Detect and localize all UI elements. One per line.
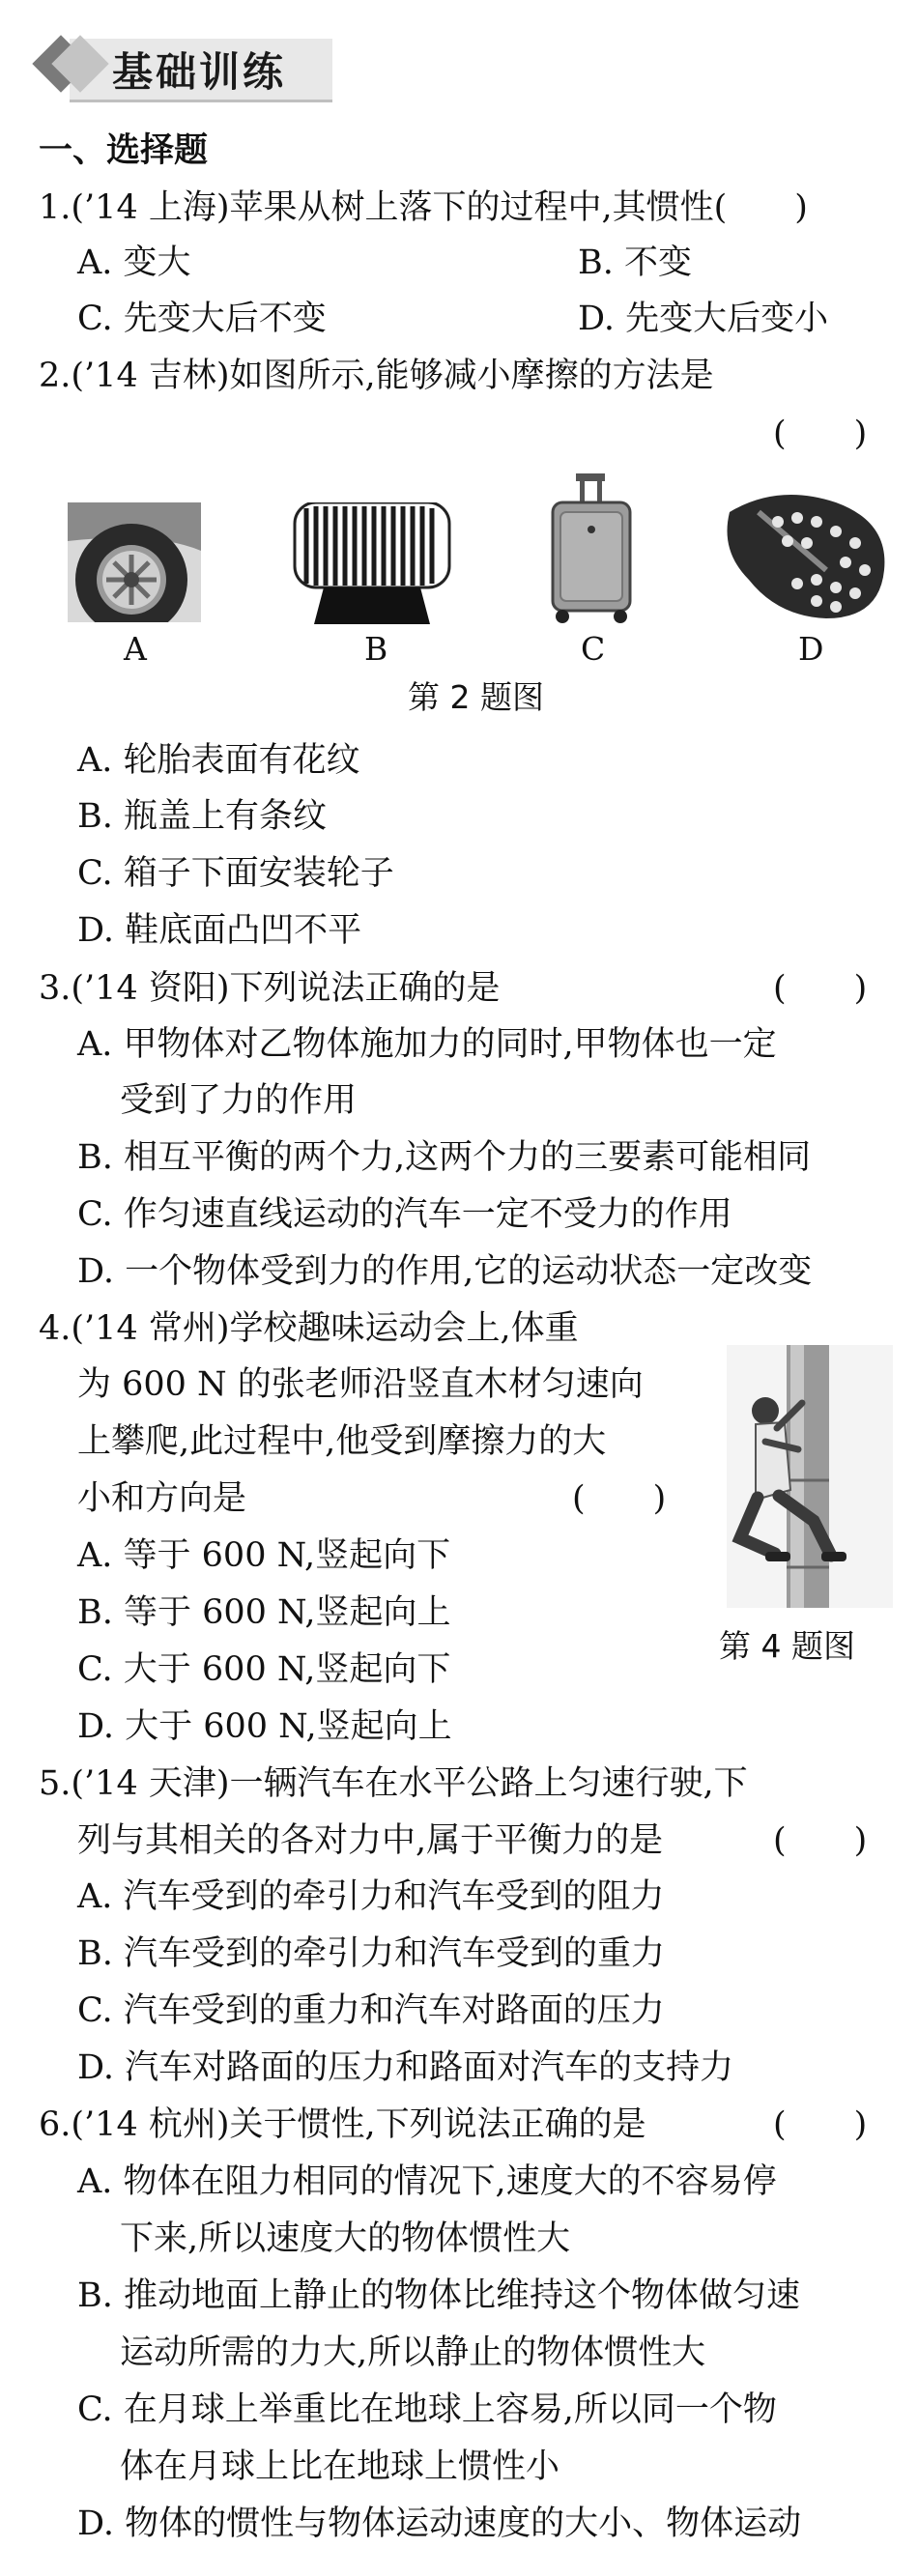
tire-image xyxy=(68,502,201,622)
q6-stem: 6.(’14 杭州)关于惯性,下列说法正确的是 xyxy=(39,2105,646,2144)
q6-option-a-cont: 下来,所以速度大的物体惯性大 xyxy=(120,2219,571,2258)
q1-stem: 1.(’14 上海)苹果从树上落下的过程中,其惯性( ) xyxy=(39,188,808,227)
q2-option-c: C. 箱子下面安装轮子 xyxy=(77,854,394,893)
q1-option-a: A. 变大 xyxy=(77,243,191,282)
q2-figure-caption: 第 2 题图 xyxy=(408,678,544,716)
q3-option-a: A. 甲物体对乙物体施加力的同时,甲物体也一定 xyxy=(77,1025,777,1064)
section-banner xyxy=(37,35,332,102)
q4-option-a: A. 等于 600 N,竖起向下 xyxy=(77,1536,451,1575)
q3-answer-paren: ( ) xyxy=(773,969,868,1008)
bottle-cap-image xyxy=(285,502,459,624)
q6-option-b: B. 推动地面上静止的物体比维持这个物体做匀速 xyxy=(77,2276,800,2315)
q5-option-a: A. 汽车受到的牵引力和汽车受到的阻力 xyxy=(77,1877,665,1916)
q6-option-c: C. 在月球上举重比在地球上容易,所以同一个物 xyxy=(77,2390,777,2429)
q4-stem-line3: 上攀爬,此过程中,他受到摩擦力的大 xyxy=(77,1422,607,1461)
q4-option-b: B. 等于 600 N,竖起向上 xyxy=(77,1593,451,1632)
q2-option-d: D. 鞋底面凸凹不平 xyxy=(77,911,362,950)
q1-option-d: D. 先变大后变小 xyxy=(578,300,829,338)
q4-stem-line1: 4.(’14 常州)学校趣味运动会上,体重 xyxy=(39,1309,579,1348)
q1-option-c: C. 先变大后不变 xyxy=(77,300,327,338)
q2-figure-label-c: C xyxy=(581,630,606,668)
climbing-teacher-image xyxy=(727,1345,893,1608)
q6-option-c-cont: 体在月球上比在地球上惯性小 xyxy=(120,2447,560,2486)
suitcase-image xyxy=(547,473,636,624)
q5-stem-line2: 列与其相关的各对力中,属于平衡力的是 xyxy=(77,1821,664,1860)
q2-figure-label-b: B xyxy=(364,630,388,668)
q5-option-d: D. 汽车对路面的压力和路面对汽车的支持力 xyxy=(77,2048,734,2087)
q2-option-b: B. 瓶盖上有条纹 xyxy=(77,797,327,836)
q6-option-a: A. 物体在阻力相同的情况下,速度大的不容易停 xyxy=(77,2162,777,2201)
q4-option-d: D. 大于 600 N,竖起向上 xyxy=(77,1707,452,1746)
q5-option-b: B. 汽车受到的牵引力和汽车受到的重力 xyxy=(77,1934,665,1973)
q3-option-a-cont: 受到了力的作用 xyxy=(120,1081,358,1120)
q3-option-b: B. 相互平衡的两个力,这两个力的三要素可能相同 xyxy=(77,1138,812,1177)
q5-stem-line1: 5.(’14 天津)一辆汽车在水平公路上匀速行驶,下 xyxy=(39,1764,748,1803)
q2-option-a: A. 轮胎表面有花纹 xyxy=(77,741,360,780)
q5-option-c: C. 汽车受到的重力和汽车对路面的压力 xyxy=(77,1991,665,2030)
q6-option-b-cont: 运动所需的力大,所以静止的物体惯性大 xyxy=(120,2333,706,2372)
q6-answer-paren: ( ) xyxy=(773,2105,868,2144)
q4-stem-line4: 小和方向是 xyxy=(77,1479,247,1518)
q3-option-d: D. 一个物体受到力的作用,它的运动状态一定改变 xyxy=(77,1252,813,1291)
q4-answer-paren: ( ) xyxy=(572,1479,667,1518)
q4-figure-caption: 第 4 题图 xyxy=(719,1627,855,1665)
section-title: 一、选择题 xyxy=(39,130,209,170)
shoe-sole-image xyxy=(720,483,894,624)
q4-option-c: C. 大于 600 N,竖起向下 xyxy=(77,1650,451,1689)
q5-answer-paren: ( ) xyxy=(773,1821,868,1860)
q3-stem: 3.(’14 资阳)下列说法正确的是 xyxy=(39,969,501,1008)
q4-stem-line2: 为 600 N 的张老师沿竖直木材匀速向 xyxy=(77,1365,644,1404)
q2-figure-label-d: D xyxy=(798,630,824,668)
q1-option-b: B. 不变 xyxy=(578,243,692,282)
q6-option-d: D. 物体的惯性与物体运动速度的大小、物体运动 xyxy=(77,2504,802,2543)
q2-answer-paren: ( ) xyxy=(773,415,868,453)
q2-figure-label-a: A xyxy=(124,630,147,668)
q3-option-c: C. 作匀速直线运动的汽车一定不受力的作用 xyxy=(77,1195,732,1234)
q2-stem: 2.(’14 吉林)如图所示,能够减小摩擦的方法是 xyxy=(39,357,714,395)
banner-title: 基础训练 xyxy=(112,48,287,96)
